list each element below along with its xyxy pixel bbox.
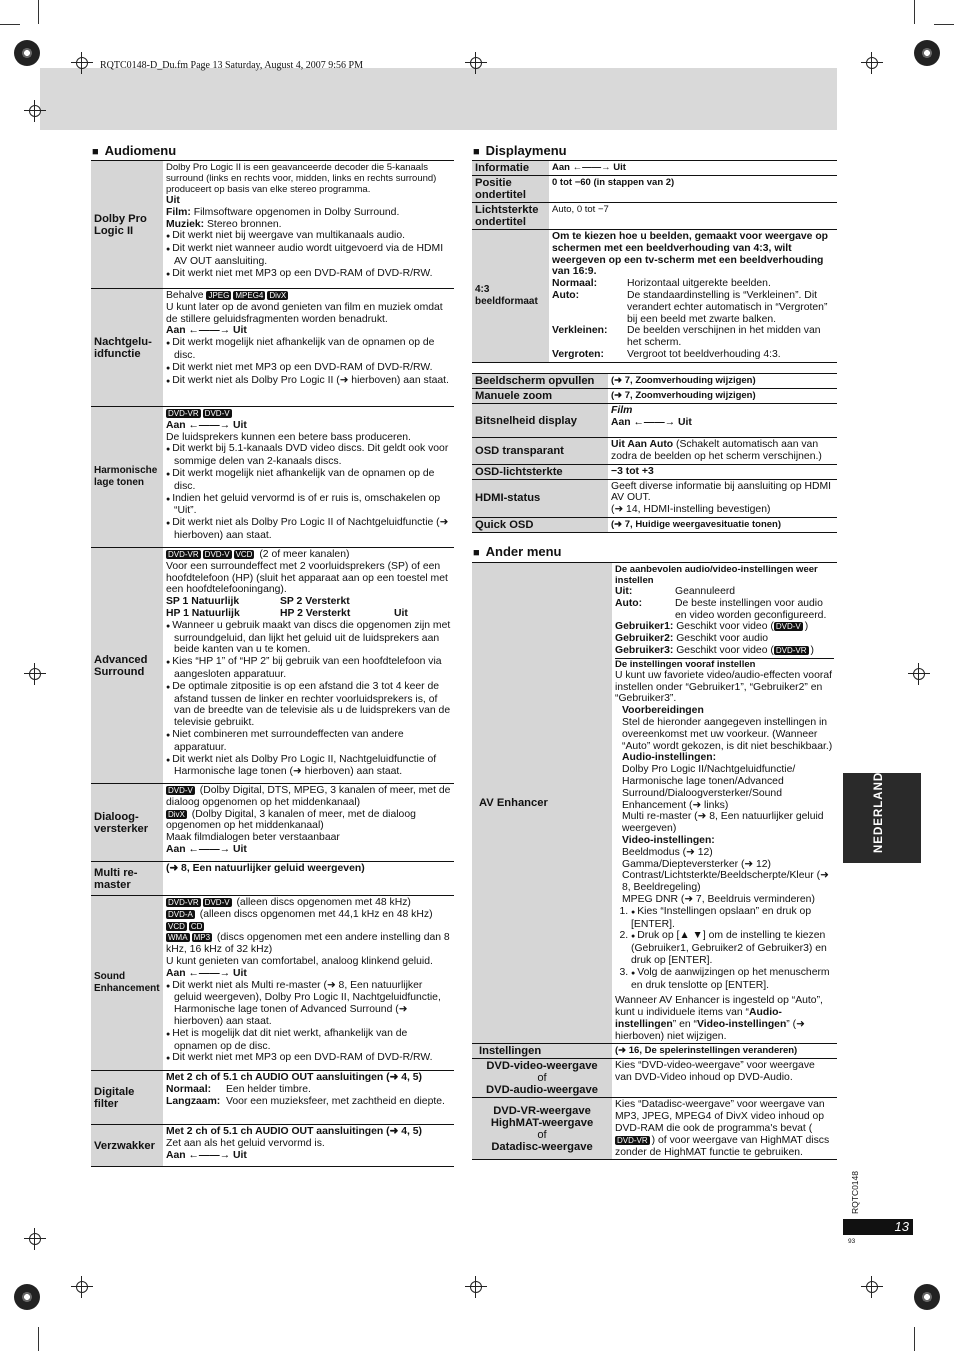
table-row: DVD-video-weergave of DVD-audio-weergave Kies “DVD-video-weergave” voor weergave van DVD-Video inhoud op DVD-Audio.	[472, 1059, 837, 1098]
disc-tag: DVD-V	[168, 786, 193, 795]
row-label: Verzwakker	[91, 1125, 163, 1167]
table-row: Beeldscherm opvullen (➜ 7, Zoomverhouding wijzigen)	[472, 374, 837, 389]
disc-tag: DVD-VR	[168, 550, 199, 559]
crosshair-icon	[465, 1276, 487, 1298]
disc-tag: MP3	[193, 933, 211, 943]
row-label: Multi re-master	[91, 862, 163, 896]
trim-mark	[0, 24, 20, 25]
disc-tag: DVD-VR	[775, 645, 807, 655]
table-row	[91, 161, 454, 289]
crosshair-icon	[861, 52, 883, 74]
trim-mark	[38, 1327, 39, 1351]
table-row: Lichtsterkte ondertitel Auto, 0 tot −7	[472, 203, 837, 230]
registration-disc	[914, 1284, 940, 1310]
displaymenu-title: ■ Displaymenu	[473, 143, 567, 158]
registration-disc	[914, 40, 940, 66]
step: ● 1. Kies “Instellingen opslaan” en druk op [ENTER].	[631, 906, 834, 931]
table-row: Informatie Aan ←——→ Uit	[472, 161, 837, 176]
displaymenu-table	[472, 160, 837, 363]
file-header: RQTC0148-D_Du.fm Page 13 Saturday, August 4, 2007 9:56 PM	[100, 60, 363, 71]
andermenu-title: ■ Ander menu	[473, 544, 562, 559]
model-code: RQTC0148	[850, 1171, 860, 1214]
row-content: Met 2 ch of 5.1 ch AUDIO OUT aansluitingen (➜ 4, 5) Zet aan als het geluid vervormd is. Aan ←——→ Uit	[166, 1126, 423, 1161]
disc-tag: DVD-VR	[168, 898, 199, 907]
table-row: Bitsnelheid display Film Aan ←——→ Uit	[472, 404, 837, 438]
crosshair-icon	[24, 100, 46, 122]
table-row	[91, 1125, 454, 1167]
step: ● 2. Druk op [▲ ▼] om de instelling te kiezen (Gebruiker1, Gebruiker2 of Gebruiker3) en druk op [ENTER].	[631, 930, 834, 966]
row-label: Dialoog-versterker	[91, 784, 163, 862]
disc-tag: DivX	[168, 809, 185, 819]
displaymenu-table-2	[472, 373, 837, 533]
row-content: Dolby Pro Logic II is een geavanceerde decoder die 5-kanaals surround (links en rechts voor, midden, links en rechts surround) produceert op basis van elke stereo programma. Uit Film: Filmsoftware opgenomen in Dolby Surround. Muziek: Stereo bronnen. ● Dit werkt niet bij weergave van multikanaals audio. ● Dit werkt niet wanneer audio wordt uitgevoerd via de HDMI AV OUT aansluiting. ● Dit werkt niet met MP3 op een DVD-RAM of DVD-R/RW.	[163, 161, 454, 289]
header-band	[40, 68, 837, 130]
row-label: Digitale filter	[91, 1071, 163, 1125]
table-row: Positie ondertitel 0 tot −60 (in stappen van 2)	[472, 176, 837, 203]
disc-tag: DivX	[269, 291, 287, 300]
row-content: DVD-V (Dolby Digital, DTS, MPEG, 3 kanalen of meer, met de dialoog opgenomen op het middenkanaal) DivX (Dolby Digital, 3 kanalen of meer, met de dialoog opgenomen op het middenkanaal) Maak filmdialogen beter verstaanbaar Aan ←——→ Uit	[166, 785, 451, 855]
disc-tag: VCD	[168, 921, 185, 931]
row-label: Dolby Pro Logic II	[91, 161, 163, 289]
andermenu-table	[472, 562, 837, 1160]
disc-tag: DVD-V	[775, 622, 801, 632]
crosshair-icon	[24, 663, 46, 685]
trim-mark	[914, 1327, 915, 1351]
row-label: Harmonische lage tonen	[91, 407, 163, 548]
trim-mark	[914, 0, 915, 24]
table-row	[91, 896, 454, 1071]
table-row: 4:3 beeldformaat Om te kiezen hoe u beelden, gemaakt voor weergave op schermen met een beeldverhouding van 4:3, wilt weergeven op een tv-scherm met een beeldverhouding van 16:9. Normaal: Horizontaal uitgerekte beelden. Auto: De standaardinstelling is “Verkleinen”. Dit verandert echter automatisch in “Vergroten” bij een beeld met zwarte balken. Verkleinen: De beelden verschijnen in het midden van het scherm. Vergroten: Vergroot tot beeldverhouding 4:3.	[472, 230, 837, 363]
row-label: Advanced Surround	[91, 548, 163, 784]
table-row	[91, 407, 454, 548]
table-row: Instellingen (➜ 16, De spelerinstellingen veranderen)	[472, 1044, 837, 1059]
table-row: Manuele zoom (➜ 7, Zoomverhouding wijzigen)	[472, 389, 837, 404]
row-content: Met 2 ch of 5.1 ch AUDIO OUT aansluitingen (➜ 4, 5) Normaal: Een helder timbre. Langzaam: Voor een muzieksfeer, met zachtheid en diepte.	[166, 1072, 445, 1107]
row-content: Behalve JPEG MPEG4 DivX U kunt later op de avond genieten van film en muziek omdat de stillere geluidsfragmenten worden benadrukt. Aan ←——→ Uit ● Dit werkt mogelijk niet afhankelijk van de opnamen op de disc. ● Dit werkt niet met MP3 op een DVD-RAM of DVD-R/RW. ● Dit werkt niet als Dolby Pro Logic II (➜ hierboven) aan staat.	[163, 289, 454, 407]
audiomenu-title: ■ Audiomenu	[92, 143, 176, 158]
disc-tag: DVD-VR	[617, 1135, 648, 1145]
disc-tag: DVD-VR	[168, 409, 199, 418]
table-row	[91, 548, 454, 784]
table-row: HDMI-status Geeft diverse informatie bij aansluiting op HDMI AV OUT. (➜ 14, HDMI-instelling bevestigen)	[472, 479, 837, 517]
crosshair-icon	[24, 1228, 46, 1250]
small-code: 93	[848, 1238, 856, 1245]
language-tab: NEDERLANDS	[843, 773, 921, 863]
disc-tag: CD	[190, 921, 203, 931]
row-content: DVD-VR DVD-V (alleen discs opgenomen met 48 kHz) DVD-A (alleen discs opgenomen met 44,1 kHz en 48 kHz) VCD CD WMA MP3 (discs opgenomen met een andere instelling dan 8 kHz, 16 kHz of 32 kHz) U kunt genieten van comfortabel, analoog klinkend geluid. Aan ←——→ Uit ● Dit werkt niet als Multi re-master (➜ 8, Een natuurlijker geluid weergeven), Dolby Pro Logic II, Nachtgeluidfunctie, Harmonische lage tonen of Advanced Surround (➜ hierboven) aan staat. ● Het is mogelijk dat dit niet werkt, afhankelijk van de opnamen op de disc. ● Dit werkt niet met MP3 op een DVD-RAM of DVD-R/RW.	[163, 896, 454, 1071]
table-row	[91, 862, 454, 896]
crosshair-icon	[71, 52, 93, 74]
disc-tag: DVD-A	[168, 909, 193, 919]
page-number: 13	[843, 1219, 913, 1235]
crosshair-icon	[861, 1276, 883, 1298]
row-content: DVD-VR DVD-V VCD (2 of meer kanalen) Voor een surroundeffect met 2 voorluidsprekers (SP) of een hoofdtelefoon (HP) (sluit het apparaat aan op een toestel met een hoofdtelefooningang). SP 1 Natuurlijk SP 2 Versterkt HP 1 Natuurlijk HP 2 Versterkt Uit ● Wanneer u gebruik maakt van discs die opgenomen zijn met surroundgeluid, dan lijkt het geluid uit de luidsprekers aan beide kanten van u te komen. ● Kies “HP 1” of “HP 2” bij gebruik van een hoofdtelefoon via aangesloten apparatuur. ● De optimale zitpositie is op een afstand die 3 tot 4 keer de afstand tussen de linker en rechter voorluidsprekers is, of van de breedte van de televisie als u de luidsprekers van de televisie gebruikt. ● Niet combineren met surroundeffecten van andere apparatuur. ● Dit werkt niet als Dolby Pro Logic II, Nachtgeluidfunctie of Harmonische lage tonen (➜ hierboven) aan staat.	[163, 548, 454, 784]
row-label: Sound Enhancement	[91, 896, 163, 1071]
disc-tag: WMA	[168, 933, 188, 943]
table-row: OSD transparant Uit Aan Auto (Schakelt automatisch aan van zodra de beelden op het scherm verschijnen.)	[472, 438, 837, 465]
disc-tag: DVD-V	[204, 550, 230, 559]
disc-tag: JPEG	[208, 291, 230, 300]
crosshair-icon	[908, 663, 930, 685]
crosshair-icon	[71, 1276, 93, 1298]
row-content: DVD-VR DVD-V Aan ←——→ Uit De luidsprekers kunnen een betere bass produceren. ● Dit werkt bij 5.1-kanaals DVD video discs. Dit geldt ook voor sommige delen van 2-kanaals discs. ● Dit werkt mogelijk niet afhankelijk van de opnamen op de disc. ● Indien het geluid vervormd is of er ruis is, omschakelen op “Uit”. ● Dit werkt niet als Dolby Pro Logic II of Nachtgeluidfunctie (➜ hierboven) aan staat.	[163, 407, 454, 548]
registration-disc	[14, 40, 40, 66]
disc-tag: VCD	[235, 550, 253, 559]
table-row	[91, 784, 454, 862]
step: ● 3. Volg de aanwijzingen op het menuscherm en druk tenslotte op [ENTER].	[631, 967, 834, 992]
crosshair-icon	[465, 52, 487, 74]
registration-disc	[14, 1284, 40, 1310]
table-row	[91, 289, 454, 407]
row-content: (➜ 8, Een natuurlijker geluid weergeven)	[166, 863, 365, 874]
table-row: DVD-VR-weergave HighMAT-weergave of Datadisc-weergave Kies “Datadisc-weergave” voor weergave van MP3, JPEG, MPEG4 of DivX video inhoud op DVD-RAM die ook de programma's bevat (DVD-VR ) of voor weergave van HighMAT discs zonder de HighMAT functie te gebruiken.	[472, 1098, 837, 1160]
trim-mark	[38, 0, 39, 24]
disc-tag: MPEG4	[235, 291, 264, 300]
row-label: Nachtgelu-idfunctie	[91, 289, 163, 407]
table-row: Quick OSD (➜ 7, Huidige weergavesituatie tonen)	[472, 517, 837, 532]
trim-mark	[934, 24, 954, 25]
disc-tag: DVD-V	[204, 898, 230, 907]
table-row: AV Enhancer De aanbevolen audio/video-instellingen weer instellen Uit: Geannuleerd Auto: De beste instellingen voor audio en video worden geconfigureerd. Gebruiker1: Geschikt voor video ( DVD-V ) Gebruiker2: Geschikt voor audio Gebruiker3: Geschikt voor video ( DVD-VR ) De instellingen vooraf instellen U kunt uw favoriete video/audio-effecten vooraf instellen onder “Gebruiker1”, “Gebruiker2” en “Gebruiker3”. Voorbereidingen Stel de hieronder aangegeven instellingen in overeenkomst met uw voorkeur. (Wanneer “Auto” wordt gekozen, is dit niet beschikbaar.) Audio-instellingen: Dolby Pro Logic II/Nachtgeluidfunctie/ Harmonische lage tonen/Advanced Surround/Dialoogversterker/Sound Enhancement (➜ links) Multi re-master (➜ 8, Een natuurlijker geluid weergeven) Video-instellingen: Beeldmodus (➜ 12) Gamma/Diepteversterker (➜ 12) Contrast/Lichtsterkte/Beeldscherpte/Kleur (➜ 8, Beeldregeling) MPEG DNR (➜ 7, Beeldruis verminderen) ● 1. Kies “Instellingen opslaan” en druk op [ENTER]. ● 2. Druk op [▲ ▼] om de instelling te kiezen (Gebruiker1, Gebruiker2 of Gebruiker3) en druk op [ENTER]. ● 3. Volg de aanwijzingen op het menuscherm en druk tenslotte op [ENTER]. Wanneer AV Enhancer is ingesteld op “Auto”, kunt u individuele items van “Audio-instellingen” en “Video-instellingen” (➜ hierboven) niet wijzigen.	[472, 563, 837, 1044]
disc-tag: DVD-V	[204, 409, 230, 418]
audiomenu-table	[91, 160, 454, 1167]
table-row	[91, 1071, 454, 1125]
table-row: OSD-lichtsterkte −3 tot +3	[472, 464, 837, 479]
